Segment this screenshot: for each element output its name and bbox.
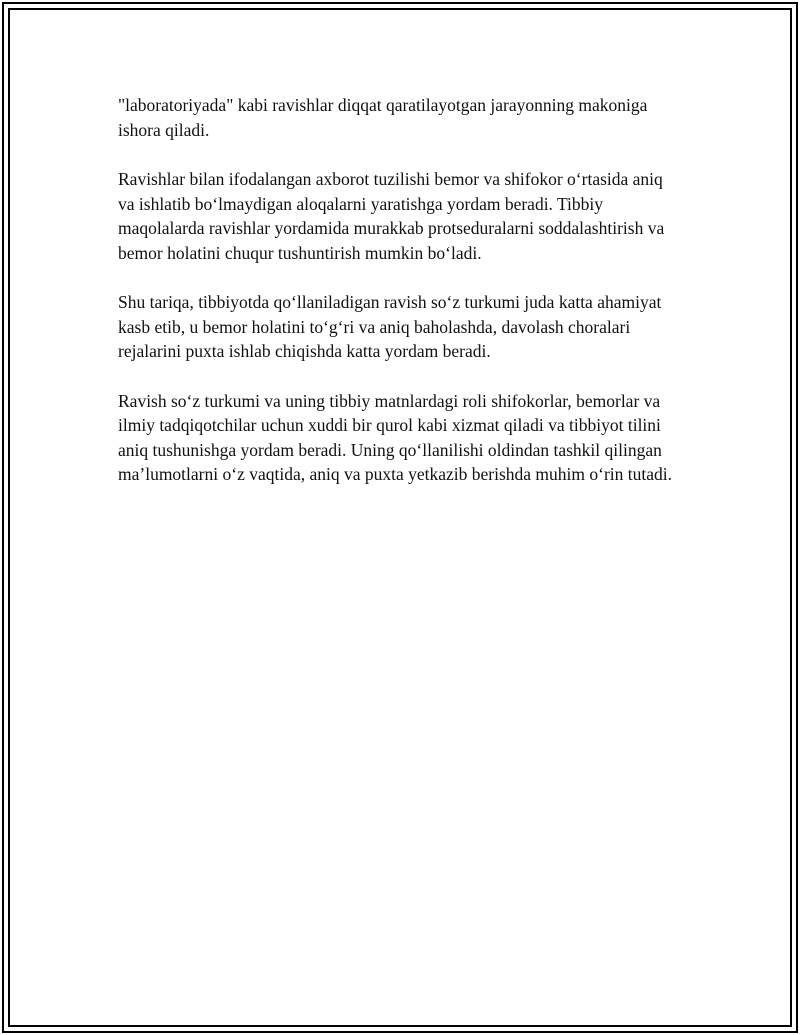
paragraph-3: Shu tariqa, tibbiyotda qo‘llaniladigan ravish so‘z turkumi juda katta ahamiyat kasb etib, u bemor holatini to‘g‘ri va aniq baholashda, davolash choralari rejalarini puxta ishlab chiqishda katta yordam beradi. xyxy=(118,292,662,361)
document-body xyxy=(118,93,678,512)
paragraph-1: "laboratoriyada" kabi ravishlar diqqat qaratilayotgan jarayonning makoniga ishora qiladi. xyxy=(118,95,648,140)
paragraph-2: Ravishlar bilan ifodalangan axborot tuzilishi bemor va shifokor o‘rtasida aniq va ishlatib bo‘lmaydigan aloqalarni yaratishga yordam beradi. Tibbiy maqolalarda ravishlar yordamida murakkab protseduralarni soddalashtirish va bemor holatini chuqur tushuntirish mumkin bo‘ladi. xyxy=(118,169,665,263)
paragraph-4: Ravish so‘z turkumi va uning tibbiy matnlardagi roli shifokorlar, bemorlar va ilmiy tadqiqotchilar uchun xuddi bir qurol kabi xizmat qiladi va tibbiyot tilini aniq tushunishga yordam beradi. Uning qo‘llanilishi oldindan tashkil qilingan ma’lumotlarni o‘z vaqtida, aniq va puxta yetkazib berishda muhim o‘rin tutadi. xyxy=(118,390,673,484)
